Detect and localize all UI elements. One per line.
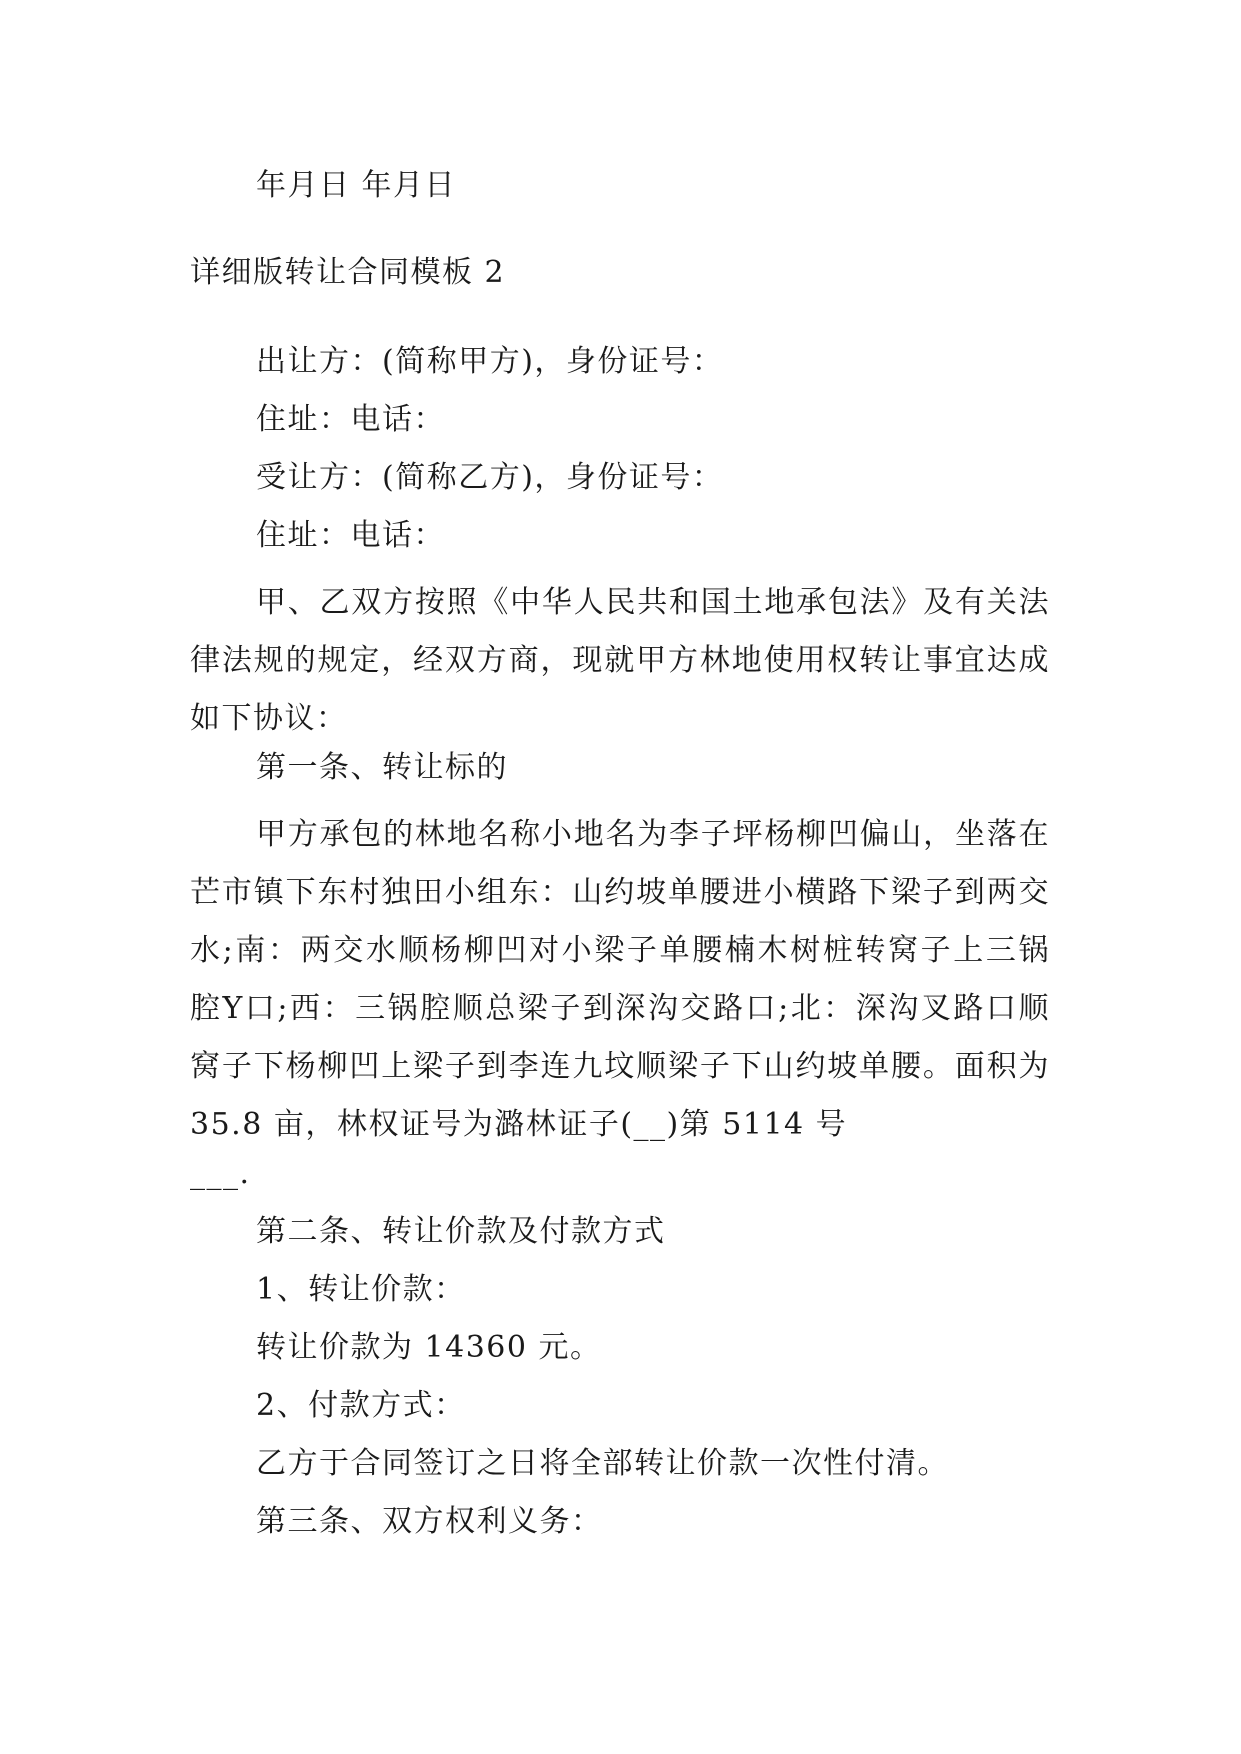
item1-body: 转让价款为 14360 元。: [256, 1330, 602, 1365]
party-b-line: 受让方：(简称乙方)，身份证号：: [256, 460, 724, 495]
preamble-paragraph: 甲、乙双方按照《中华人民共和国土地承包法》及有关法律法规的规定，经双方商，现就甲方林地使用权转让事宜达成如下协议：: [190, 585, 1050, 736]
item1-heading: 1、转让价款：: [256, 1272, 466, 1307]
article2-heading: 第二条、转让价款及付款方式: [256, 1214, 666, 1249]
document-title: 详细版转让合同模板 2: [190, 255, 506, 290]
item2-body: 乙方于合同签订之日将全部转让价款一次性付清。: [256, 1446, 949, 1481]
party-a-line: 出让方：(简称甲方)，身份证号：: [256, 344, 724, 379]
article1-heading: 第一条、转让标的: [256, 750, 508, 785]
article1-body: 甲方承包的林地名称小地名为李子坪杨柳凹偏山，坐落在芒市镇下东村独田小组东：山约坡单腰进小横路下梁子到两交水;南：两交水顺杨柳凹对小梁子单腰楠木树桩转窝子上三锅腔Y口;西：三锅腔顺总梁子到深沟交路口;北：深沟叉路口顺窝子下杨柳凹上梁子到李连九坟顺梁子下山约坡单腰。面积为 35.8 亩，林权证号为潞林证子(__)第 5114 号: [190, 817, 1050, 1142]
date-line: 年月日 年月日: [256, 168, 457, 203]
article1-tail: ___.: [190, 1156, 251, 1191]
party-b-address: 住址：电话：: [256, 518, 445, 553]
party-a-address: 住址：电话：: [256, 402, 445, 437]
item2-heading: 2、付款方式：: [256, 1388, 466, 1423]
article3-heading: 第三条、双方权利义务：: [256, 1504, 603, 1539]
